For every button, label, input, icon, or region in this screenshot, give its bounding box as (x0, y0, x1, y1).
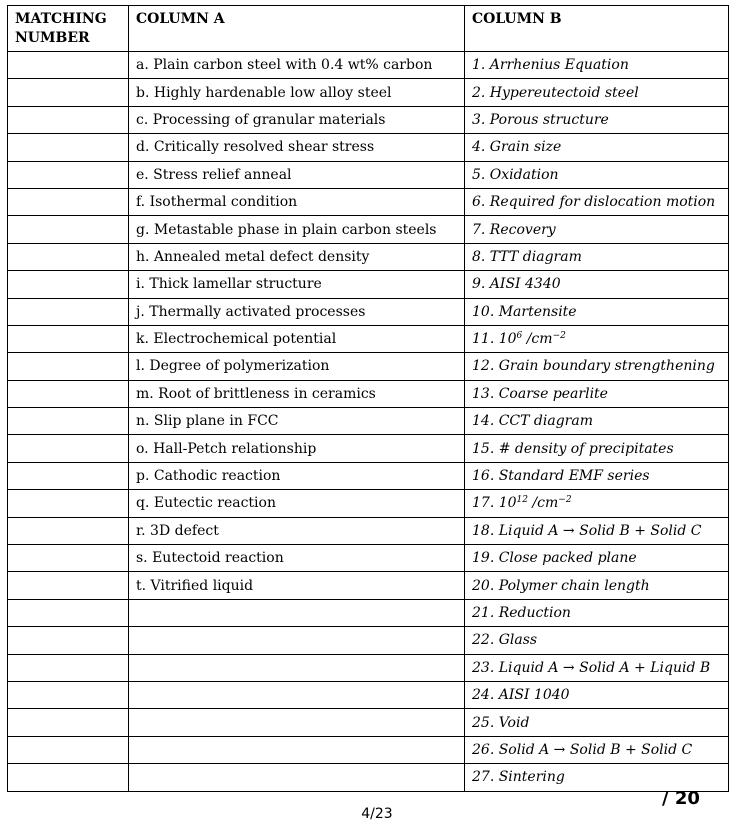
column-a-item: t. Vitrified liquid (129, 572, 465, 599)
matching-number-cell[interactable] (8, 188, 129, 215)
table-row (8, 161, 729, 188)
column-a-item (129, 654, 465, 681)
column-b-item: 2. Hypereutectoid steel (465, 79, 729, 106)
matching-number-cell[interactable] (8, 764, 129, 791)
column-a-item: r. 3D defect (129, 517, 465, 544)
column-b-header: COLUMN B (465, 6, 729, 52)
column-a-item: g. Metastable phase in plain carbon steels (129, 216, 465, 243)
column-a-item: c. Processing of granular materials (129, 106, 465, 133)
column-a-item: j. Thermally activated processes (129, 298, 465, 325)
table-row (8, 681, 729, 708)
column-b-item: 4. Grain size (465, 134, 729, 161)
table-row (8, 243, 729, 270)
table-row (8, 106, 729, 133)
matching-number-cell[interactable] (8, 408, 129, 435)
column-b-item: 6. Required for dislocation motion (465, 188, 729, 215)
column-a-item: i. Thick lamellar structure (129, 271, 465, 298)
table-row (8, 380, 729, 407)
column-b-item: 12. Grain boundary strengthening (465, 353, 729, 380)
column-b-item: 22. Glass (465, 627, 729, 654)
column-a-item: q. Eutectic reaction (129, 490, 465, 517)
column-a-item: d. Critically resolved shear stress (129, 134, 465, 161)
column-a-item: h. Annealed metal defect density (129, 243, 465, 270)
column-b-item: 3. Porous structure (465, 106, 729, 133)
table-row (8, 764, 729, 791)
table-row (8, 79, 729, 106)
matching-number-cell[interactable] (8, 435, 129, 462)
matching-number-cell[interactable] (8, 243, 129, 270)
table-row (8, 627, 729, 654)
column-a-item: f. Isothermal condition (129, 188, 465, 215)
column-a-item (129, 736, 465, 763)
table-body (8, 52, 729, 792)
table-row (8, 435, 729, 462)
score-label: / 20 (662, 788, 700, 809)
table-row (8, 408, 729, 435)
exponent: 12 (516, 495, 528, 506)
table-row (8, 216, 729, 243)
table-row (8, 572, 729, 599)
column-a-item: b. Highly hardenable low alloy steel (129, 79, 465, 106)
column-b-item: 13. Coarse pearlite (465, 380, 729, 407)
table-row (8, 325, 729, 352)
column-a-item: l. Degree of polymerization (129, 353, 465, 380)
table-row (8, 490, 729, 517)
column-a-item: k. Electrochemical potential (129, 325, 465, 352)
column-b-item: 14. CCT diagram (465, 408, 729, 435)
column-b-item: 26. Solid A → Solid B + Solid C (465, 736, 729, 763)
table-row (8, 271, 729, 298)
column-b-item: 23. Liquid A → Solid A + Liquid B (465, 654, 729, 681)
matching-number-cell[interactable] (8, 490, 129, 517)
matching-number-cell[interactable] (8, 271, 129, 298)
column-a-item: a. Plain carbon steel with 0.4 wt% carbon (129, 52, 465, 79)
column-b-item: 8. TTT diagram (465, 243, 729, 270)
column-a-header: COLUMN A (129, 6, 465, 52)
table-row (8, 709, 729, 736)
matching-number-cell[interactable] (8, 545, 129, 572)
matching-number-cell[interactable] (8, 709, 129, 736)
matching-number-cell[interactable] (8, 79, 129, 106)
table-row (8, 545, 729, 572)
matching-number-cell[interactable] (8, 216, 129, 243)
table-row (8, 52, 729, 79)
header-row (8, 6, 729, 52)
matching-number-cell[interactable] (8, 517, 129, 544)
page-number: 4/23 (361, 806, 393, 822)
column-b-item: 15. # density of precipitates (465, 435, 729, 462)
column-b-item: 5. Oxidation (465, 161, 729, 188)
matching-number-cell[interactable] (8, 599, 129, 626)
column-a-item (129, 764, 465, 791)
column-a-item: e. Stress relief anneal (129, 161, 465, 188)
column-b-item: 25. Void (465, 709, 729, 736)
matching-number-cell[interactable] (8, 325, 129, 352)
matching-number-cell[interactable] (8, 52, 129, 79)
matching-number-cell[interactable] (8, 106, 129, 133)
column-b-item: 1. Arrhenius Equation (465, 52, 729, 79)
matching-number-cell[interactable] (8, 161, 129, 188)
column-b-item: 21. Reduction (465, 599, 729, 626)
matching-number-cell[interactable] (8, 736, 129, 763)
table-row (8, 298, 729, 325)
column-b-item: 9. AISI 4340 (465, 271, 729, 298)
table-row (8, 462, 729, 489)
matching-number-cell[interactable] (8, 298, 129, 325)
matching-number-cell[interactable] (8, 353, 129, 380)
column-a-item: o. Hall-Petch relationship (129, 435, 465, 462)
column-b-item: 20. Polymer chain length (465, 572, 729, 599)
exponent: 6 (516, 331, 523, 342)
table-row (8, 353, 729, 380)
matching-table (7, 5, 729, 792)
matching-number-cell[interactable] (8, 462, 129, 489)
table-row (8, 599, 729, 626)
matching-number-cell[interactable] (8, 380, 129, 407)
column-a-item: p. Cathodic reaction (129, 462, 465, 489)
column-b-item: 10. Martensite (465, 298, 729, 325)
exponent: −2 (558, 495, 572, 506)
column-b-item: 11. $10^6$ $/cm^{-2}$ (465, 325, 729, 352)
column-a-item (129, 627, 465, 654)
column-a-item (129, 681, 465, 708)
column-a-item (129, 709, 465, 736)
table-row (8, 736, 729, 763)
column-a-item (129, 599, 465, 626)
table-row (8, 654, 729, 681)
column-a-item: m. Root of brittleness in ceramics (129, 380, 465, 407)
column-b-item: 17. $10^{12}$ $/cm^{-2}$ (465, 490, 729, 517)
matching-number-cell[interactable] (8, 134, 129, 161)
table-row (8, 134, 729, 161)
matching-number-header: MATCHING NUMBER (8, 6, 129, 52)
column-a-item: n. Slip plane in FCC (129, 408, 465, 435)
matching-number-cell[interactable] (8, 654, 129, 681)
table-row (8, 517, 729, 544)
column-b-item: 24. AISI 1040 (465, 681, 729, 708)
exponent: −2 (552, 331, 566, 342)
matching-number-cell[interactable] (8, 681, 129, 708)
table-row (8, 188, 729, 215)
column-b-item: 16. Standard EMF series (465, 462, 729, 489)
column-a-item: s. Eutectoid reaction (129, 545, 465, 572)
column-b-item: 7. Recovery (465, 216, 729, 243)
matching-number-cell[interactable] (8, 627, 129, 654)
column-b-item: 27. Sintering (465, 764, 729, 791)
column-b-item: 18. Liquid A → Solid B + Solid C (465, 517, 729, 544)
column-b-item: 19. Close packed plane (465, 545, 729, 572)
matching-number-cell[interactable] (8, 572, 129, 599)
